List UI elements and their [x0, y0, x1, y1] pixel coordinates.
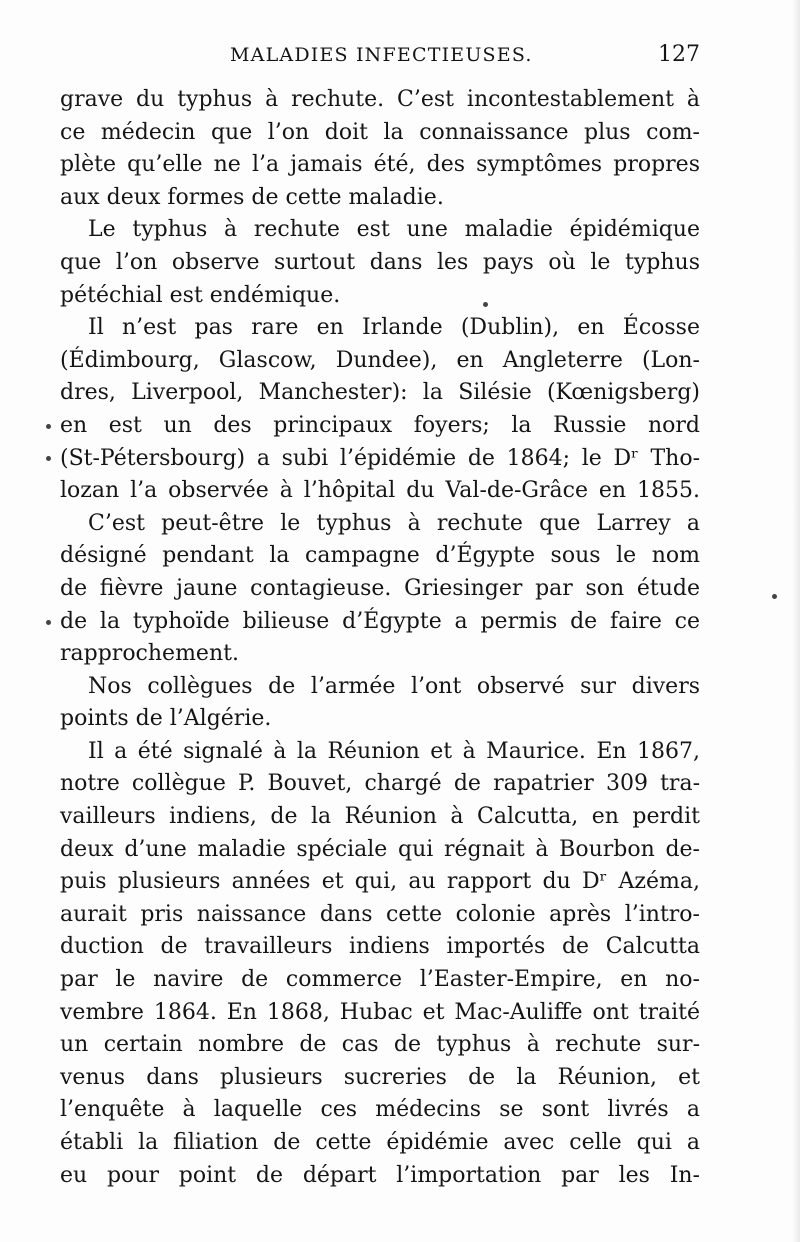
text-line: duction de travailleurs indiens importés de Calcutta — [60, 934, 700, 960]
text-line: C’est peut-être le typhus à rechute que Larrey a — [88, 510, 700, 536]
text-line: Il n’est pas rare en Irlande (Dublin), en Écosse — [88, 315, 700, 341]
text-line: deux d’une maladie spéciale qui régnait à Bourbon de- — [60, 836, 700, 862]
text-line: désigné pendant la campagne d’Égypte sous le nom — [60, 543, 700, 569]
text-line: dres, Liverpool, Manchester): la Silésie (Kœnigsberg) — [60, 380, 700, 406]
running-title: MALADIES INFECTIEUSES. — [230, 44, 533, 66]
page-number: 127 — [658, 42, 700, 67]
print-speck — [772, 594, 777, 599]
text-line: Il a été signalé à la Réunion et à Maurice. En 1867, — [88, 738, 700, 764]
page-edge-shadow — [792, 0, 800, 1242]
text-line: de fièvre jaune contagieuse. Griesinger par son étude — [60, 575, 700, 601]
text-line: aux deux formes de cette maladie. — [60, 184, 444, 210]
page-body-text — [60, 84, 700, 1192]
text-line: pétéchial est endémique. — [60, 282, 341, 308]
text-line: vailleurs indiens, de la Réunion à Calcutta, en perdit — [60, 804, 700, 830]
text-line: lozan l’a observée à l’hôpital du Val-de-Grâce en 1855. — [60, 478, 700, 504]
text-line: puis plusieurs années et qui, au rapport du Dʳ Azéma, — [60, 869, 700, 895]
text-line: un certain nombre de cas de typhus à rechute sur- — [60, 1032, 700, 1058]
text-line: que l’on observe surtout dans les pays où le typhus — [60, 249, 700, 275]
text-line: venus dans plusieurs sucreries de la Réunion, et — [60, 1064, 700, 1090]
text-line: grave du typhus à rechute. C’est incontestablement à — [60, 87, 700, 112]
text-line: rapprochement. — [60, 641, 239, 667]
text-line: (Édimbourg, Glascow, Dundee), en Angleterre (Lon- — [60, 347, 700, 373]
text-line: établi la filiation de cette épidémie avec celle qui a — [60, 1130, 700, 1155]
print-speck — [483, 302, 488, 307]
text-line: vembre 1864. En 1868, Hubac et Mac-Auliffe ont traité — [60, 999, 700, 1025]
text-line: par le navire de commerce l’Easter-Empire, en no- — [60, 967, 700, 993]
text-line: plète qu’elle ne l’a jamais été, des symptômes propres — [60, 152, 700, 178]
text-line: en est un des principaux foyers; la Russie nord — [60, 412, 700, 438]
text-line: l’enquête à laquelle ces médecins se sont livrés a — [60, 1097, 700, 1123]
text-line: de la typhoïde bilieuse d’Égypte a permis de faire ce — [60, 608, 700, 634]
print-speck — [46, 620, 51, 625]
print-speck — [46, 424, 51, 429]
text-line: ce médecin que l’on doit la connaissance plus com- — [60, 119, 700, 145]
text-line: (St-Pétersbourg) a subi l’épidémie de 1864; le Dʳ Tho- — [60, 445, 700, 471]
text-line: aurait pris naissance dans cette colonie après l’intro- — [60, 901, 700, 927]
text-line: points de l’Algérie. — [60, 706, 272, 732]
running-header — [60, 38, 700, 72]
print-speck — [46, 456, 51, 461]
text-line: Nos collègues de l’armée l’ont observé sur divers — [88, 673, 700, 699]
text-line: Le typhus à rechute est une maladie épidémique — [88, 217, 700, 243]
text-line: notre collègue P. Bouvet, chargé de rapatrier 309 tra- — [60, 771, 700, 797]
text-line: eu pour point de départ l’importation par les In- — [60, 1162, 700, 1188]
